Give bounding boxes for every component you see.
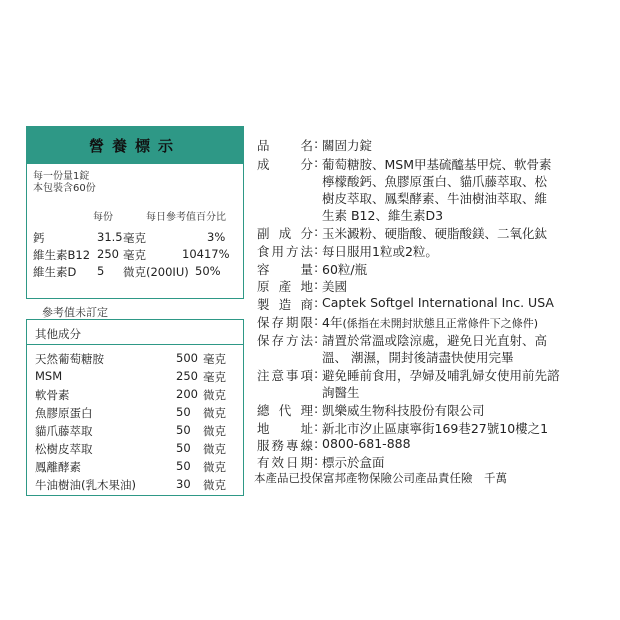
ingredient-row bbox=[35, 369, 241, 385]
nutrient-pct: 3% bbox=[207, 230, 226, 244]
origin-value: 美國 bbox=[322, 279, 348, 294]
ingredient-row bbox=[35, 441, 241, 457]
other-ingredients-title: 其他成分 bbox=[35, 327, 81, 341]
col-daily-pct: 每日參考值百分比 bbox=[146, 212, 226, 223]
ingredient-name: MSM bbox=[35, 369, 63, 383]
ingredients-line: 生素 B12、維生素D3 bbox=[322, 208, 444, 223]
caution-line: 詢醫生 bbox=[322, 385, 360, 400]
ingredient-unit: 微克 bbox=[203, 424, 226, 438]
storage-line: 溫、 潮濕，開封後請盡快使用完畢 bbox=[322, 350, 514, 365]
ingredient-row bbox=[35, 459, 241, 475]
usage-value: 每日服用1粒或2粒。 bbox=[322, 244, 438, 259]
nutrient-pct: 50% bbox=[195, 264, 221, 278]
ingredient-name: 天然葡萄糖胺 bbox=[35, 352, 104, 366]
servings-per-pack: 本包裝含60份 bbox=[33, 183, 96, 194]
hotline-label: 服務專線 bbox=[257, 438, 313, 453]
nutrient-name: 維生素B12 bbox=[33, 248, 91, 262]
usage-label: 食用方法 bbox=[257, 244, 313, 259]
nutrient-amount: 31.5 bbox=[97, 230, 123, 244]
insurance-footer: 本產品已投保富邦產物保險公司產品責任險 千萬 bbox=[254, 471, 507, 485]
nutrient-name: 維生素D bbox=[33, 265, 77, 279]
ingredient-unit: 微克 bbox=[203, 442, 226, 456]
ingredient-unit: 微克 bbox=[203, 460, 226, 474]
ingredient-name: 松樹皮萃取 bbox=[35, 442, 93, 456]
hotline-value: 0800-681-888 bbox=[322, 436, 411, 451]
ingredient-row bbox=[35, 405, 241, 421]
ingredient-amount: 200 bbox=[176, 387, 198, 401]
other-ingredients-box bbox=[26, 319, 244, 496]
ingredient-amount: 30 bbox=[176, 477, 191, 491]
ingredient-name: 貓爪藤萃取 bbox=[35, 424, 93, 438]
nutrition-title: 營養標示 bbox=[27, 127, 243, 164]
ingredient-amount: 50 bbox=[176, 441, 191, 455]
ingredient-unit: 微克 bbox=[203, 388, 226, 402]
secondary-ingredients-label: 副成分 bbox=[257, 226, 313, 241]
shelf-life-label: 保存期限 bbox=[257, 315, 313, 330]
shelf-life-note: (係指在未開封狀態且正常條件下之條件) bbox=[342, 317, 539, 330]
ingredient-amount: 50 bbox=[176, 459, 191, 473]
nutrient-amount: 5 bbox=[97, 264, 105, 278]
caution-line: 避免睡前食用，孕婦及哺乳婦女使用前先諮 bbox=[322, 368, 560, 383]
capacity-value: 60粒/瓶 bbox=[322, 262, 368, 277]
ingredient-unit: 毫克 bbox=[203, 352, 226, 366]
ingredient-name: 鳳離酵素 bbox=[35, 460, 81, 474]
address-value: 新北市汐止區康寧街169巷27號10樓之1 bbox=[322, 421, 549, 436]
agent-label: 總代理 bbox=[257, 403, 313, 418]
ingredients-line: 樹皮萃取、鳳梨酵素、牛油樹油萃取、維 bbox=[322, 191, 548, 206]
product-name-value: 關固力錠 bbox=[322, 138, 373, 153]
nutrient-unit: 毫克 bbox=[123, 248, 146, 262]
manufacturer-value: Captek Softgel International Inc. USA bbox=[322, 295, 554, 310]
expiry-label: 有效日期 bbox=[257, 455, 313, 470]
ingredients-line: 葡萄糖胺、MSM甲基硫醯基甲烷、軟骨素 bbox=[322, 157, 552, 172]
ingredient-row bbox=[35, 423, 241, 439]
ingredient-name: 軟骨素 bbox=[35, 388, 70, 402]
nutrition-label bbox=[26, 126, 244, 299]
origin-label: 原產地 bbox=[257, 279, 313, 294]
ingredient-name: 魚膠原蛋白 bbox=[35, 406, 93, 420]
ingredient-row bbox=[35, 477, 241, 493]
product-name-label: 品名 bbox=[257, 138, 313, 153]
caution-label: 注意事項 bbox=[257, 368, 313, 383]
ingredient-unit: 毫克 bbox=[203, 370, 226, 384]
serving-size: 每一份量1錠 bbox=[33, 171, 90, 182]
storage-line: 請置於常溫或陰涼處，避免日光直射、高 bbox=[322, 333, 548, 348]
ingredient-unit: 微克 bbox=[203, 478, 226, 492]
nutrient-name: 鈣 bbox=[33, 231, 45, 245]
ingredient-name: 牛油樹油(乳木果油) bbox=[35, 478, 136, 492]
ingredient-row bbox=[35, 387, 241, 403]
expiry-value: 標示於盒面 bbox=[322, 455, 385, 470]
nutrient-pct: 10417% bbox=[182, 247, 230, 261]
shelf-life-value: 4年(係指在未開封狀態且正常條件下之條件) bbox=[322, 315, 539, 330]
secondary-ingredients-value: 玉米澱粉、硬脂酸、硬脂酸鎂、二氧化鈦 bbox=[322, 226, 548, 241]
divider bbox=[27, 344, 243, 345]
ingredients-line: 檸檬酸鈣、魚膠原蛋白、貓爪藤萃取、松 bbox=[322, 174, 548, 189]
ingredient-amount: 50 bbox=[176, 423, 191, 437]
nutrient-unit: 毫克 bbox=[123, 231, 146, 245]
ingredient-unit: 微克 bbox=[203, 406, 226, 420]
reference-note: 參考值未訂定 bbox=[42, 306, 108, 319]
agent-value: 凱樂威生物科技股份有限公司 bbox=[322, 403, 485, 418]
capacity-label: 容量 bbox=[257, 262, 313, 277]
ingredient-amount: 50 bbox=[176, 405, 191, 419]
address-label: 地址 bbox=[257, 421, 313, 436]
nutrient-amount: 250 bbox=[97, 247, 119, 261]
manufacturer-label: 製造商 bbox=[257, 297, 313, 312]
ingredient-row bbox=[35, 351, 241, 367]
storage-label: 保存方法 bbox=[257, 333, 313, 348]
col-per-serving: 每份 bbox=[93, 212, 113, 223]
ingredient-amount: 500 bbox=[176, 351, 198, 365]
nutrient-unit: 微克(200IU) bbox=[123, 265, 189, 279]
ingredients-label: 成分 bbox=[257, 157, 313, 172]
ingredient-amount: 250 bbox=[176, 369, 198, 383]
